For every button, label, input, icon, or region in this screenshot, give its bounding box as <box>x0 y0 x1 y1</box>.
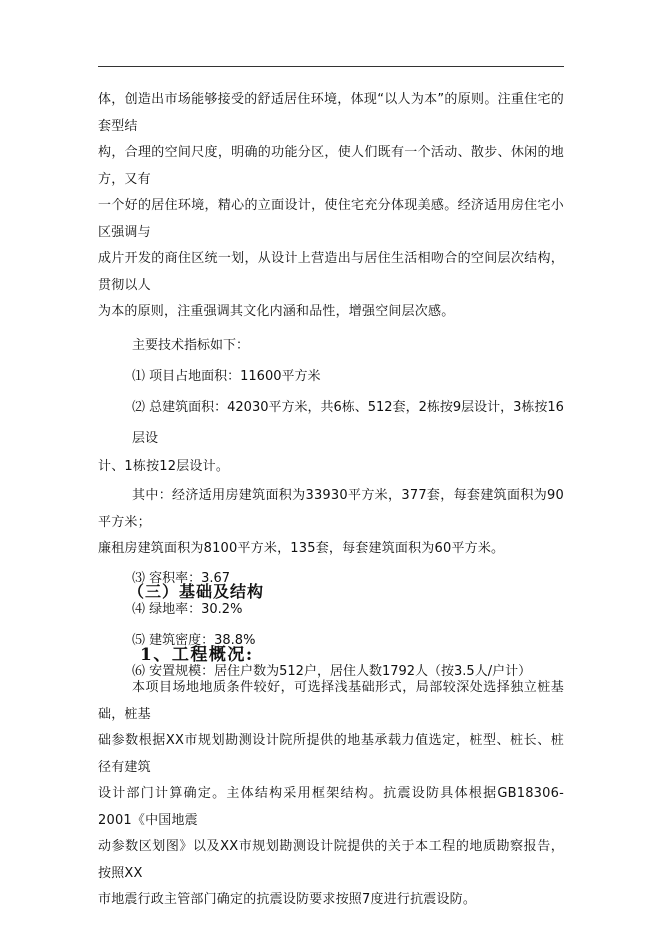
tech-indicators-title: 主要技术指标如下： <box>132 337 250 353</box>
intro-line-2: 构，合理的空间尺度，明确的功能分区，使人们既有一个活动、散步、休闲的地方，又有 <box>98 145 564 187</box>
breakdown-line-2: 廉租房建筑面积为8100平方米，135套，每套建筑面积为60平方米。 <box>98 541 505 556</box>
breakdown-line-1: 其中：经济适用房建筑面积为33930平方米，377套，每套建筑面积为90平方米； <box>98 488 564 530</box>
indicator-total-floor-area-cont: 计、1栋按12层设计。 <box>98 458 230 474</box>
section-heading: （三）基础及结构 <box>128 582 265 601</box>
intro-line-3: 一个好的居住环境，精心的立面设计，使住宅充分体现美感。经济适用房住宅小区强调与 <box>98 198 564 240</box>
project-overview-paragraph <box>98 675 564 914</box>
indicator-building-density: ⑸ 建筑密度：38.8% <box>132 632 256 648</box>
indicator-plot-ratio: ⑶ 容积率：3.67 <box>132 570 231 586</box>
overview-line-1: 本项目场地地质条件较好，可选择浅基础形式，局部较深处选择独立桩基础，桩基 <box>98 680 564 722</box>
indicator-green-ratio: ⑷ 绿地率：30.2% <box>132 601 243 617</box>
overview-line-2: 础参数根据XX市规划勘测设计院所提供的地基承载力值选定，桩型、桩长、桩径有建筑 <box>98 733 564 775</box>
intro-line-5: 为本的原则，注重强调其文化内涵和品性，增强空间层次感。 <box>98 304 455 319</box>
overview-line-5: 市地震行政主管部门确定的抗震设防要求按照7度进行抗震设防。 <box>98 892 477 907</box>
indicator-land-area: ⑴ 项目占地面积：11600平方米 <box>132 368 321 384</box>
document-body <box>98 87 564 907</box>
subsection-heading: 1、工程概况: <box>140 645 254 665</box>
indicator-resettlement-scale: ⑹ 安置规模：居住户数为512户，居住人数1792人（按3.5人/户计） <box>132 663 532 679</box>
header-rule <box>98 66 564 67</box>
intro-line-4: 成片开发的商住区统一划，从设计上营造出与居住生活相吻合的空间层次结构，贯彻以人 <box>98 251 564 293</box>
overview-line-4: 动参数区划图》以及XX市规划勘测设计院提供的关于本工程的地质勘察报告，按照XX <box>98 839 564 881</box>
indicator-total-floor-area: ⑵ 总建筑面积：42030平方米，共6栋、512套，2栋按9层设计，3栋按16层设 <box>132 399 564 446</box>
overview-line-3: 设计部门计算确定。主体结构采用框架结构。抗震设防具体根据GB18306-2001《中国地震 <box>98 786 564 828</box>
intro-line-1: 体，创造出市场能够接受的舒适居住环境，体现“以人为本”的原则。注重住宅的套型结 <box>98 92 564 134</box>
